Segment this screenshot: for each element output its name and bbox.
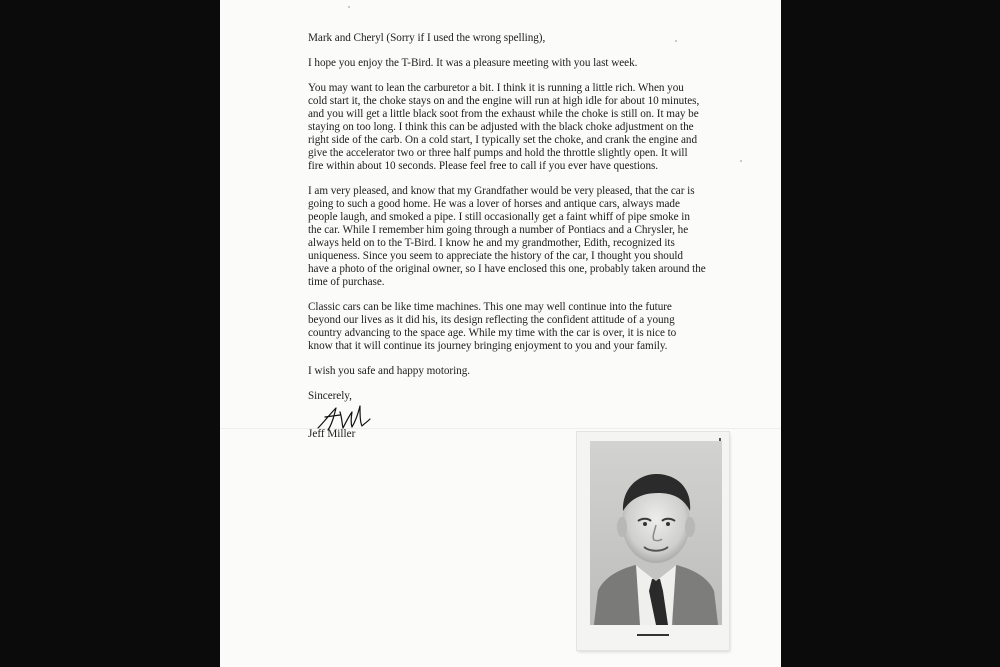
letter-line: cold start it, the choke stays on and the engine will run at high idle for about 10 minutes, xyxy=(308,95,700,107)
letter-line: staying on too long. I think this can be adjusted with the black choke adjustment on the xyxy=(308,121,694,133)
letter-line: and you will get a little black soot from the exhaust while the choke is still on. It may be xyxy=(308,108,699,120)
letter-page xyxy=(220,0,781,667)
letter-paragraph xyxy=(308,301,738,353)
enclosed-photo xyxy=(577,432,729,650)
letter-line: I am very pleased, and know that my Grandfather would be very pleased, that the car is xyxy=(308,185,695,197)
signer-name: Jeff Miller xyxy=(308,428,356,440)
letter-line: going to such a good home. He was a lover of horses and antique cars, always made xyxy=(308,198,680,210)
letter-body xyxy=(308,32,738,405)
letter-paragraph xyxy=(308,185,738,289)
letter-line: give the accelerator two or three half pumps and hold the throttle slightly open. It will xyxy=(308,147,688,159)
letter-line: You may want to lean the carburetor a bit. I think it is running a little rich. When you xyxy=(308,82,684,94)
letter-paragraph xyxy=(308,57,738,70)
letter-line: know that it will continue its journey bringing enjoyment to you and your family. xyxy=(308,340,668,352)
letter-line: I wish you safe and happy motoring. xyxy=(308,365,470,377)
letter-line: uniqueness. Since you seem to appreciate the history of the car, I thought you should xyxy=(308,250,683,262)
letter-paragraphs xyxy=(308,57,738,378)
letter-paragraph xyxy=(308,365,738,378)
portrait-photo-icon xyxy=(590,441,722,625)
letter-paragraph xyxy=(308,82,738,173)
paper-speck xyxy=(348,6,350,8)
letter-line: fire within about 10 seconds. Please feel free to call if you ever have questions. xyxy=(308,160,659,172)
letter-salutation: Mark and Cheryl (Sorry if I used the wrong spelling), xyxy=(308,32,546,44)
photo-card-mark xyxy=(637,634,669,636)
letter-line: people laugh, and smoked a pipe. I still occasionally get a faint whiff of pipe smoke in xyxy=(308,211,690,223)
letter-line: I hope you enjoy the T-Bird. It was a pleasure meeting with you last week. xyxy=(308,57,638,69)
letter-line: right side of the carb. On a cold start, I typically set the choke, and crank the engine and xyxy=(308,134,698,146)
letter-line: Classic cars can be like time machines. This one may well continue into the future xyxy=(308,301,672,313)
letter-line: always held on to the T-Bird. I know he and my grandmother, Edith, recognized its xyxy=(308,237,675,249)
letter-closing: Sincerely, xyxy=(308,390,352,402)
letter-line: time of purchase. xyxy=(308,276,385,288)
letter-line: have a photo of the original owner, so I have enclosed this one, probably taken around the xyxy=(308,263,706,275)
letter-line: country advancing to the space age. While my time with the car is over, it is nice to xyxy=(308,327,677,339)
paper-speck xyxy=(740,160,742,162)
letter-line: beyond our lives as it did his, its design reflecting the confident attitude of a young xyxy=(308,314,675,326)
letter-line: the car. While I remember him going through a number of Pontiacs and a Chrysler, he xyxy=(308,224,689,236)
handwritten-signature xyxy=(316,402,372,432)
